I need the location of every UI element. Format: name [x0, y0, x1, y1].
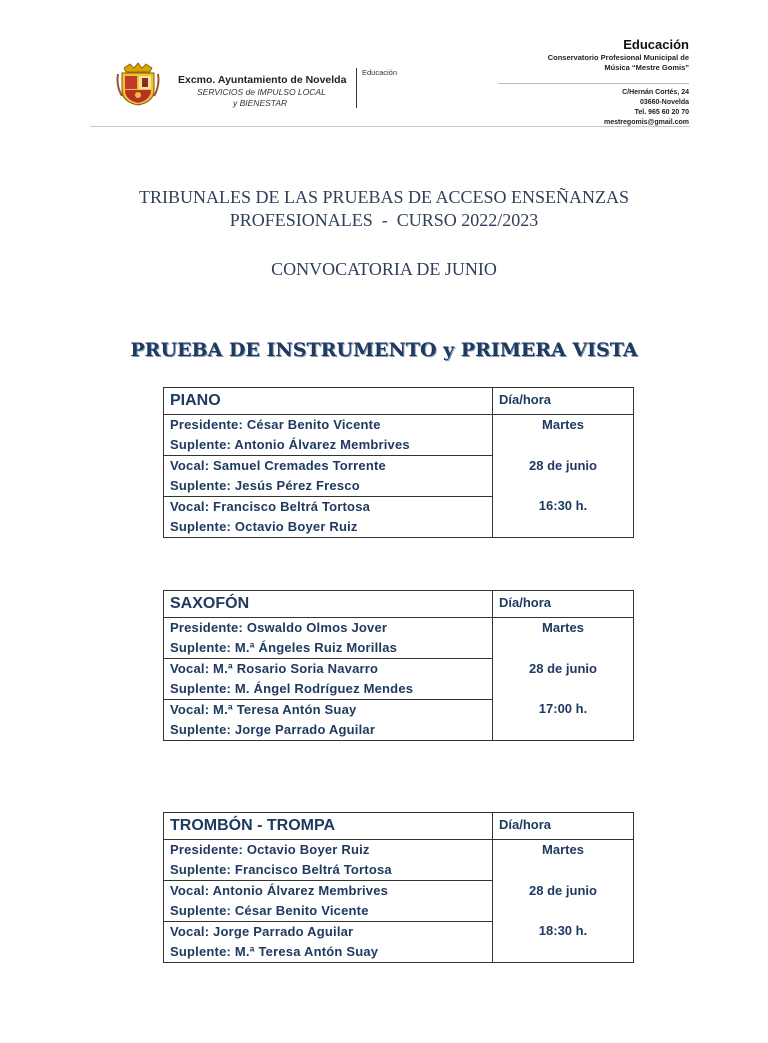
schedule-day: Martes [542, 417, 584, 432]
conservatory-name-line1: Conservatorio Profesional Municipal de [547, 53, 689, 62]
address-phone: Tel. 965 60 20 70 [634, 109, 689, 116]
address-email: mestregomis@gmail.com [603, 119, 689, 126]
schedule-cell [493, 840, 634, 963]
member-substitute: Suplente: M.ª Ángeles Ruiz Morillas [170, 640, 398, 655]
schedule-time: 17:00 h. [538, 701, 588, 716]
schedule-time: 18:30 h. [538, 923, 588, 938]
member-substitute: Suplente: Octavio Boyer Ruiz [170, 519, 358, 534]
schedule-date: 28 de junio [529, 660, 597, 676]
member-vocal: Vocal: M.ª Rosario Soria Navarro [170, 661, 379, 676]
conservatory-name-line2: Música “Mestre Gomis” [604, 63, 689, 72]
header-divider [356, 68, 357, 108]
address-street: C/Hernán Cortés, 24 [622, 89, 689, 96]
instrument-name: SAXOFÓN [164, 591, 493, 618]
day-hour-header: Día/hora [493, 388, 634, 415]
tribunal-table-saxofon [163, 590, 634, 741]
member-substitute: Suplente: César Benito Vicente [170, 903, 369, 918]
member-substitute: Suplente: M.ª Teresa Antón Suay [170, 944, 379, 959]
member-vocal: Vocal: Antonio Álvarez Membrives [170, 883, 389, 898]
table-row [164, 415, 634, 456]
conservatory-address [604, 88, 689, 128]
schedule-day: Martes [542, 842, 584, 857]
member-cell [164, 659, 493, 700]
schedule-date: 28 de junio [529, 457, 597, 473]
instrument-name: PIANO [164, 388, 493, 415]
table-header-row [164, 388, 634, 415]
member-vocal: Vocal: Samuel Cremades Torrente [170, 458, 386, 473]
address-city: 03660-Novelda [639, 99, 689, 106]
member-substitute: Suplente: Antonio Álvarez Membrives [170, 437, 410, 452]
tribunal-table-piano [163, 387, 634, 538]
document-title [0, 186, 768, 232]
convocatoria-heading: CONVOCATORIA DE JUNIO [271, 259, 497, 279]
member-president: Presidente: Oswaldo Olmos Jover [170, 620, 388, 635]
member-substitute: Suplente: Jorge Parrado Aguilar [170, 722, 376, 737]
table-row [164, 618, 634, 659]
table-row [164, 840, 634, 881]
member-cell [164, 881, 493, 922]
member-president: Presidente: César Benito Vicente [170, 417, 381, 432]
schedule-date: 28 de junio [529, 882, 597, 898]
org-department-line1: SERVICIOS de IMPULSO LOCAL [197, 87, 326, 97]
member-vocal: Vocal: Francisco Beltrá Tortosa [170, 499, 371, 514]
member-cell [164, 922, 493, 963]
day-hour-header: Día/hora [493, 591, 634, 618]
header-rule-short [498, 83, 689, 84]
education-label: Educación [623, 37, 689, 52]
schedule-cell [493, 415, 634, 538]
member-substitute: Suplente: M. Ángel Rodríguez Mendes [170, 681, 414, 696]
education-label-small: Educación [362, 68, 398, 77]
conservatory-block [548, 37, 689, 73]
member-substitute: Suplente: Francisco Beltrá Tortosa [170, 862, 392, 877]
member-cell [164, 840, 493, 881]
schedule-cell [493, 618, 634, 741]
title-line-1: TRIBUNALES DE LAS PRUEBAS DE ACCESO ENSEÑANZAS [138, 187, 630, 207]
title-line-2: PROFESIONALES - CURSO 2022/2023 [229, 210, 539, 230]
member-vocal: Vocal: M.ª Teresa Antón Suay [170, 702, 357, 717]
member-cell [164, 618, 493, 659]
member-vocal: Vocal: Jorge Parrado Aguilar [170, 924, 354, 939]
table-header-row [164, 813, 634, 840]
schedule-day: Martes [542, 620, 584, 635]
org-department-line2: y BIENESTAR [233, 98, 288, 108]
header-rule [90, 126, 690, 127]
member-substitute: Suplente: Jesús Pérez Fresco [170, 478, 360, 493]
municipal-crest-icon [116, 62, 160, 106]
member-cell [164, 456, 493, 497]
tribunal-table-trombon-trompa [163, 812, 634, 963]
member-cell [164, 700, 493, 741]
day-hour-header: Día/hora [493, 813, 634, 840]
member-cell [164, 415, 493, 456]
section-title: PRUEBA DE INSTRUMENTO y PRIMERA VISTA [130, 339, 638, 361]
schedule-time: 16:30 h. [538, 498, 588, 513]
member-cell [164, 497, 493, 538]
table-header-row [164, 591, 634, 618]
member-president: Presidente: Octavio Boyer Ruiz [170, 842, 370, 857]
org-name: Excmo. Ayuntamiento de Novelda [178, 74, 347, 86]
letterhead [0, 0, 768, 130]
instrument-name: TROMBÓN - TROMPA [164, 813, 493, 840]
